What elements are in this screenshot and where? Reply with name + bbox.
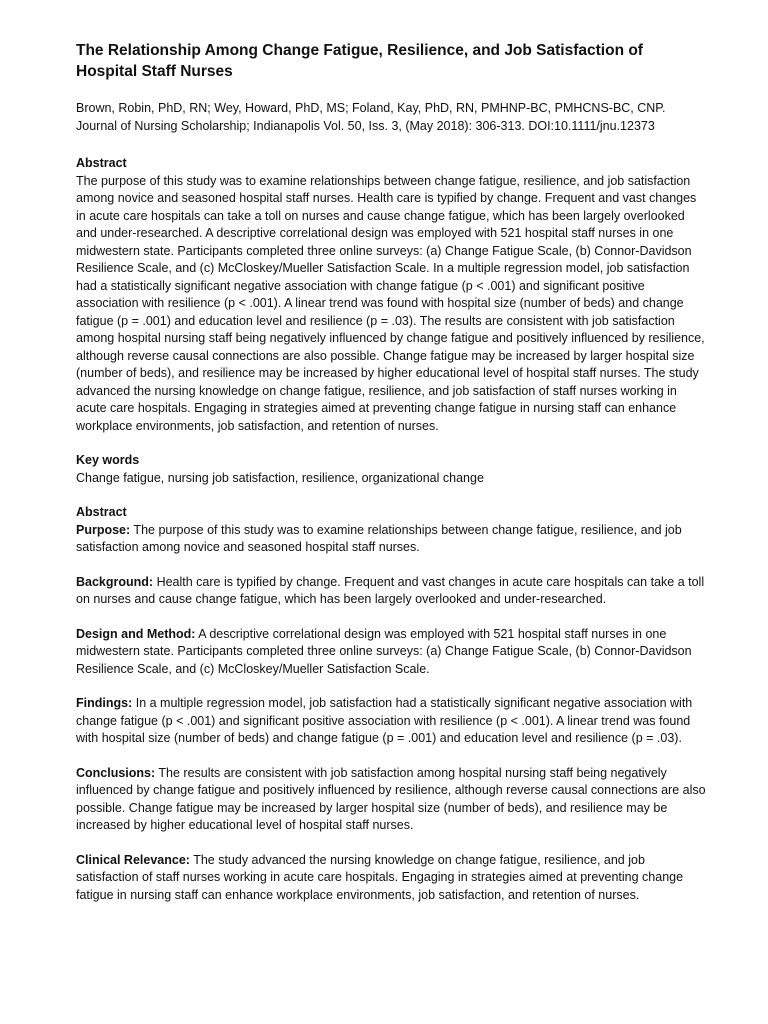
conclusions-text: The results are consistent with job satisfaction among hospital nursing staff being negatively influenced by change fatigue and positively influenced by resilience, although reverse causal connections are also possible. Change fatigue may be increased by larger hospital size (number of beds), and resilience may be increased by higher educational level of hospital staff nurses. — [76, 765, 706, 832]
findings-text: In a multiple regression model, job satisfaction had a statistically significant negative association with change fatigue (p < .001) and significant positive association with resilience (p < .001). A linear trend was found with hospital size (number of beds) and change fatigue (p = .001) and education level and resilience (p = .03). — [76, 696, 693, 745]
conclusions-label: Conclusions: — [76, 765, 156, 780]
conclusions-paragraph — [76, 765, 708, 835]
findings-paragraph — [76, 695, 708, 748]
keywords-text: Change fatigue, nursing job satisfaction, resilience, organizational change — [76, 470, 484, 485]
background-text: Health care is typified by change. Frequent and vast changes in acute care hospitals can take a toll on nurses and cause change fatigue, which has been largely overlooked and under-researched. — [76, 574, 705, 606]
article-title: The Relationship Among Change Fatigue, Resilience, and Job Satisfaction of Hospital Staff Nurses — [76, 42, 643, 80]
findings-label: Findings: — [76, 696, 133, 710]
background-label: Background: — [76, 574, 154, 589]
purpose-paragraph — [76, 522, 708, 557]
clinical-relevance-text: The study advanced the nursing knowledge on change fatigue, resilience, and job satisfaction of staff nurses working in acute care hospitals. Engaging in strategies aimed at preventing change fatigue in nursing staff can enhance workplace environments, job satisfaction, and retention of nurses. — [76, 852, 684, 902]
structured-abstract-heading: Abstract — [76, 505, 127, 519]
structured-abstract-section — [76, 504, 708, 557]
design-text: A descriptive correlational design was employed with 521 hospital staff nurses in one midwestern state. Participants completed three online surveys: (a) Change Fatigue Scale, (b) Connor-Davidson Resilience Scale, and (c) McCloskey/Mueller Satisfaction Scale. — [76, 626, 692, 676]
design-paragraph — [76, 626, 708, 679]
purpose-label: Purpose: — [76, 522, 131, 537]
design-label: Design and Method: — [76, 626, 196, 641]
purpose-text: The purpose of this study was to examine relationships between change fatigue, resilience, and job satisfaction among novice and seasoned hospital staff nurses. — [76, 522, 682, 554]
article-citation: Brown, Robin, PhD, RN; Wey, Howard, PhD, MS; Foland, Kay, PhD, RN, PMHNP-BC, PMHCNS-BC, CNP. Journal of Nursing Scholarship; Indianapolis Vol. 50, Iss. 3, (May 2018): 306-313. DOI:10.1111/jnu.12373 — [76, 101, 666, 133]
document-page — [76, 40, 708, 921]
background-paragraph — [76, 574, 708, 609]
clinical-relevance-label: Clinical Relevance: — [76, 852, 190, 867]
keywords-section — [76, 452, 708, 487]
abstract-section — [76, 155, 708, 435]
keywords-heading: Key words — [76, 453, 140, 467]
abstract-heading: Abstract — [76, 156, 127, 170]
clinical-relevance-paragraph — [76, 852, 708, 905]
abstract-text: The purpose of this study was to examine relationships between change fatigue, resilience, and job satisfaction among novice and seasoned hospital staff nurses. Health care is typified by change. Frequent and vast changes in acute care hospitals can take a toll on nurses and cause change fatigue, which has been largely overlooked and under-researched. A descriptive correlational design was employed with 521 hospital staff nurses in one midwestern state. Participants completed three online surveys: (a) Change Fatigue Scale, (b) Connor-Davidson Resilience Scale, and (c) McCloskey/Mueller Satisfaction Scale. In a multiple regression model, job satisfaction had a statistically significant negative association with change fatigue (p < .001) and significant positive association with resilience (p < .001). A linear trend was found with hospital size (number of beds) and change fatigue (p = .001) and education level and resilience (p = .03). The results are consistent with job satisfaction among hospital nursing staff being negatively influenced by change fatigue and positively influenced by resilience, although reverse causal connections are also possible. Change fatigue may be increased by larger hospital size (number of beds), and resilience may be increased by higher educational level of hospital staff nurses. The study advanced the nursing knowledge on change fatigue, resilience, and job satisfaction of staff nurses working in acute care hospitals. Engaging in strategies aimed at preventing change fatigue in nursing staff can enhance workplace environments, job satisfaction, and retention of nurses. — [76, 173, 705, 433]
